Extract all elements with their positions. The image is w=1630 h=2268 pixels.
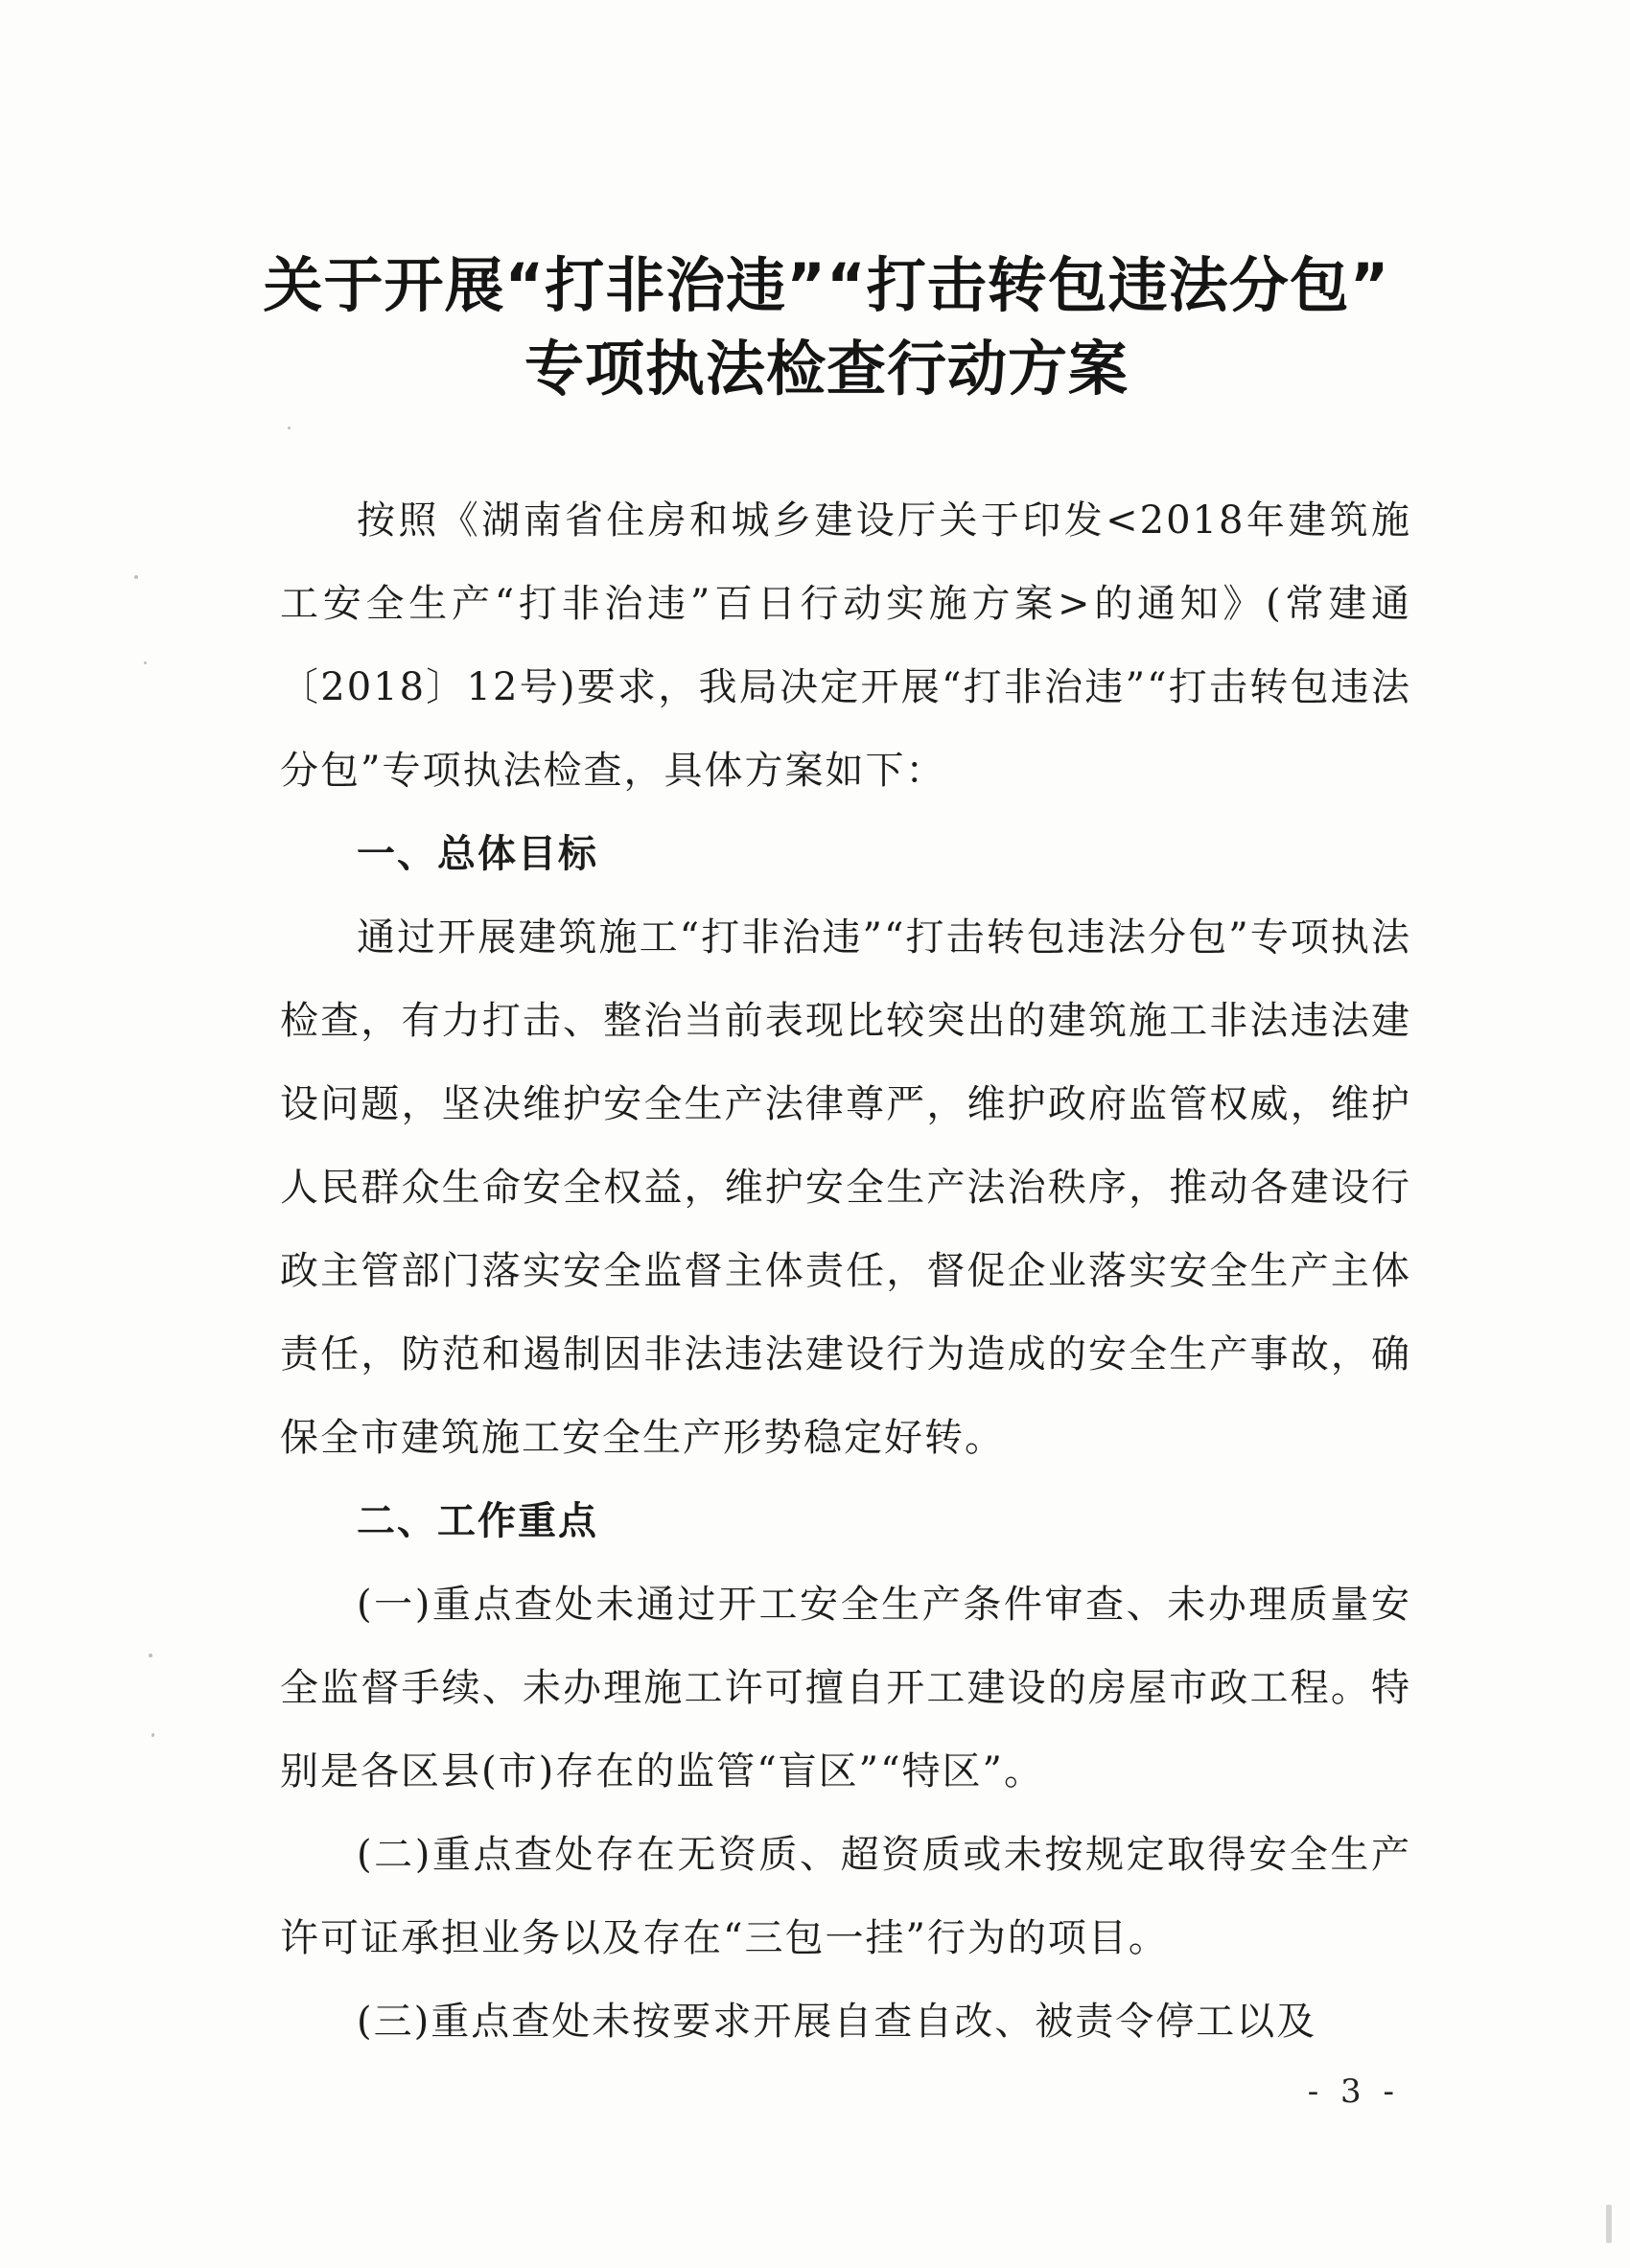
intro-paragraph: 按照《湖南省住房和城乡建设厅关于印发<2018年建筑施工安全生产“打非治违”百日行动实施方案>的通知》(常建通〔2018〕12号)要求，我局决定开展“打非治违”“打击转包违法分包”专项执法检查，具体方案如下： [280, 498, 1411, 793]
document-title-line-2: 专项执法检查行动方案 [524, 334, 1129, 404]
section-2-item-1: (一)重点查处未通过开工安全生产条件审查、未办理质量安全监督手续、未办理施工许可擅自开工建设的房屋市政工程。特别是各区县(市)存在的监管“盲区”“特区”。 [280, 1583, 1411, 1794]
section-1-paragraph: 通过开展建筑施工“打非治违”“打击转包违法分包”专项执法检查，有力打击、整治当前表现比较突出的建筑施工非法违法建设问题，坚决维护安全生产法律尊严，维护政府监管权威，维护人民群众生命安全权益，维护安全生产法治秩序，推动各建设行政主管部门落实安全监督主体责任，督促企业落实安全生产主体责任，防范和遏制因非法违法建设行为造成的安全生产事故，确保全市建筑施工安全生产形势稳定好转。 [280, 915, 1411, 1460]
page-number: - 3 - [1307, 2072, 1400, 2111]
scan-speck [1606, 2205, 1612, 2243]
section-2-heading: 二、工作重点 [357, 1499, 598, 1543]
document-body [280, 479, 1411, 2064]
scan-speck [134, 575, 138, 579]
scan-speck [288, 427, 291, 429]
section-2-item-2: (二)重点查处存在无资质、超资质或未按规定取得安全生产许可证承担业务以及存在“三包一挂”行为的项目。 [280, 1833, 1411, 1960]
scan-speck [144, 661, 147, 664]
section-2-item-3: (三)重点查处未按要求开展自查自改、被责令停工以及 [357, 2000, 1317, 2044]
document-title-line-1: 关于开展“打非治违”“打击转包违法分包” [263, 250, 1390, 320]
section-1-heading: 一、总体目标 [357, 832, 598, 876]
scan-speck [151, 1733, 154, 1737]
scan-speck [149, 1654, 152, 1657]
